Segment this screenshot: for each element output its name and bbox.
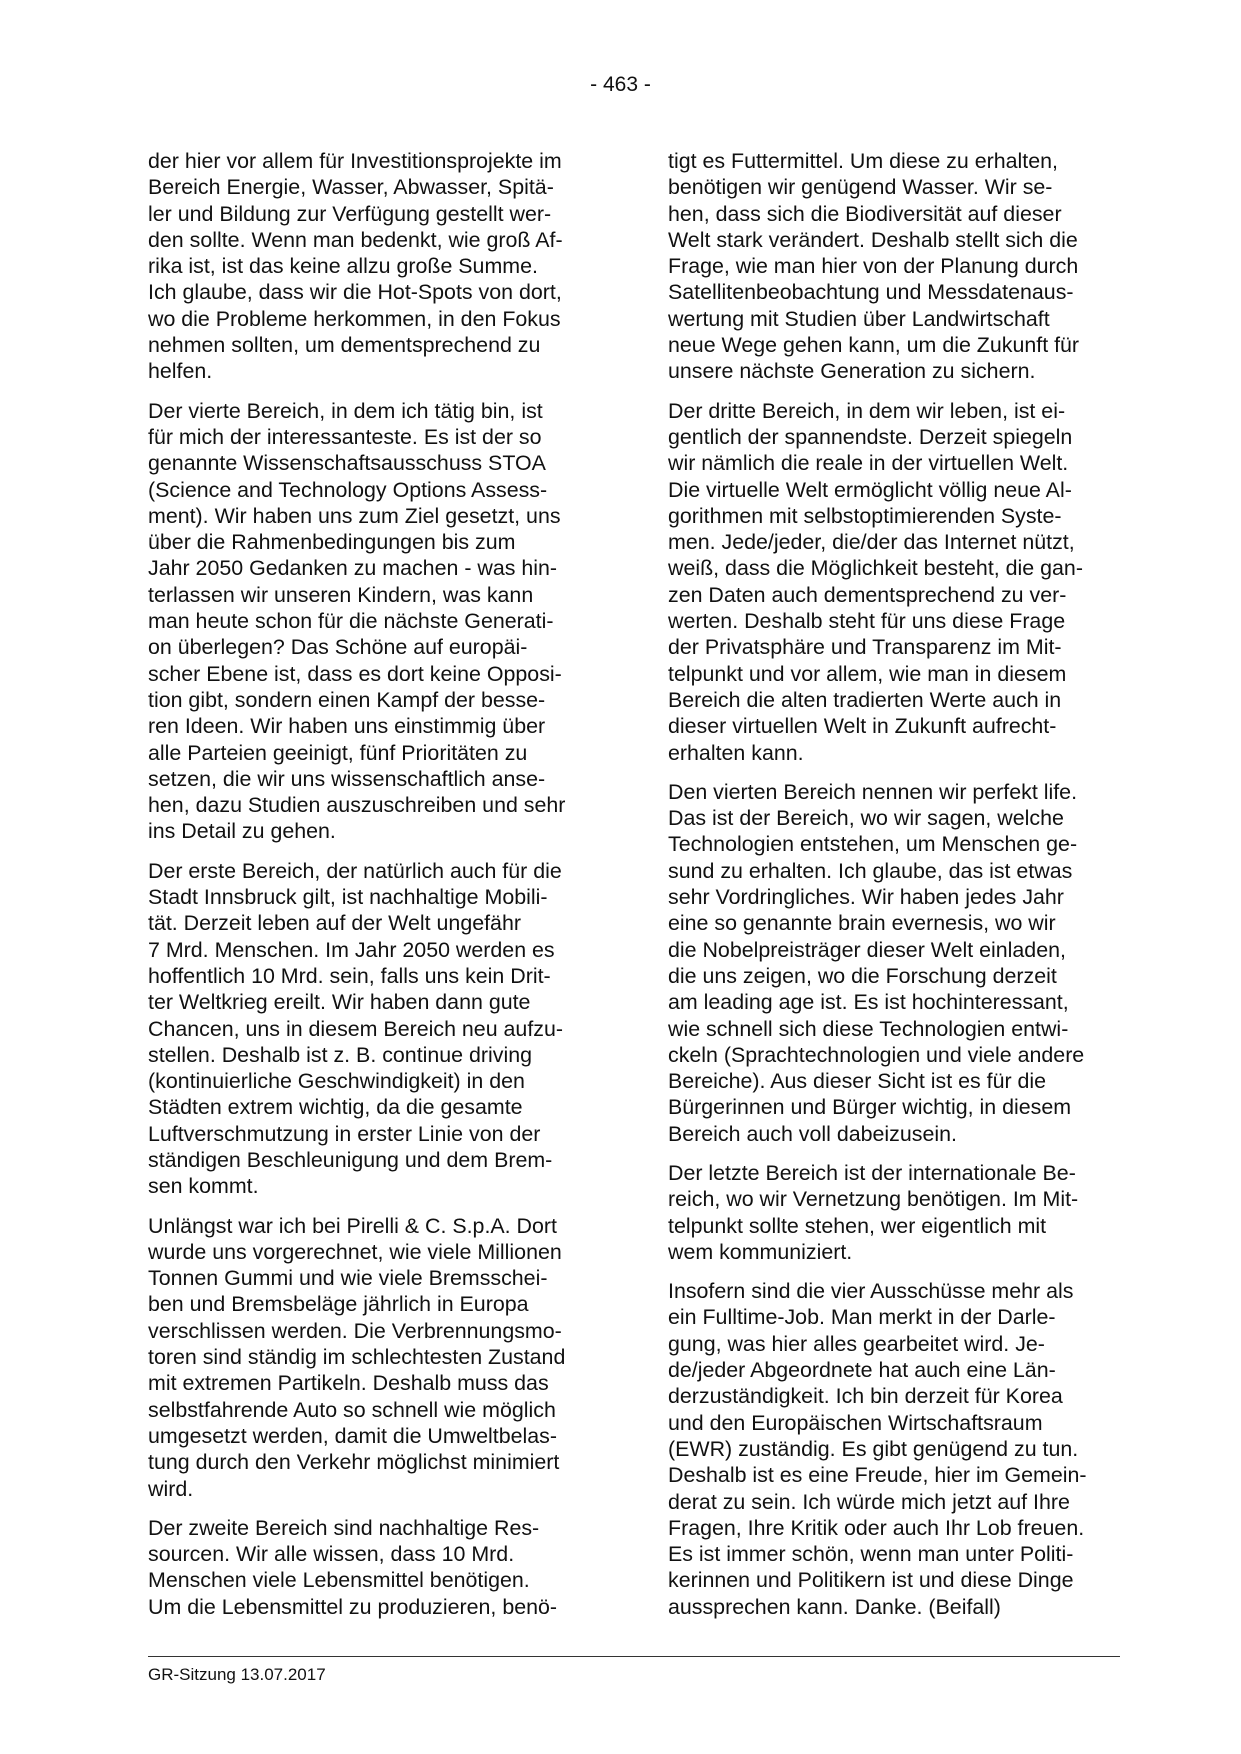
text-line: hen, dazu Studien auszuschreiben und sehr — [148, 793, 566, 818]
text-line: Der dritte Bereich, in dem wir leben, ist ei- — [668, 398, 1066, 423]
text-line: tion gibt, sondern einen Kampf der besse- — [148, 687, 546, 712]
text-line: terlassen wir unseren Kindern, was kann — [148, 582, 534, 607]
text-line: Bürgerinnen und Bürger wichtig, in diesem — [668, 1095, 1072, 1120]
text-line: men. Jede/jeder, die/der das Internet nützt, — [668, 530, 1075, 555]
text-line: alle Parteien geeinigt, fünf Prioritäten zu — [148, 740, 528, 765]
text-line: wird. — [148, 1476, 194, 1501]
paragraph — [668, 1160, 1122, 1265]
text-line: wie schnell sich diese Technologien entwi- — [668, 1016, 1069, 1041]
text-line: Bereiche). Aus dieser Sicht ist es für die — [668, 1069, 1047, 1094]
text-line: ren Ideen. Wir haben uns einstimmig über — [148, 714, 546, 739]
text-line: Städten extrem wichtig, da die gesamte — [148, 1095, 523, 1120]
text-line: Den vierten Bereich nennen wir perfekt life. — [668, 779, 1078, 804]
text-line: Insofern sind die vier Ausschüsse mehr als — [668, 1279, 1074, 1304]
text-line: telpunkt und vor allem, wie man in diesem — [668, 661, 1067, 686]
text-line: am leading age ist. Es ist hochinteressant, — [668, 990, 1069, 1015]
text-line: Unlängst war ich bei Pirelli & C. S.p.A. Dort — [148, 1213, 557, 1238]
text-line: dieser virtuellen Welt in Zukunft aufrecht- — [668, 714, 1057, 739]
paragraph — [668, 148, 1122, 385]
text-line: der Privatsphäre und Transparenz im Mit- — [668, 635, 1062, 660]
text-line: gung, was hier alles gearbeitet wird. Je- — [668, 1331, 1045, 1356]
text-line: selbstfahrende Auto so schnell wie möglich — [148, 1397, 556, 1422]
text-line: verschlissen werden. Die Verbrennungsmo- — [148, 1318, 562, 1343]
text-line: die uns zeigen, wo die Forschung derzeit — [668, 963, 1057, 988]
text-line: aussprechen kann. Danke. (Beifall) — [668, 1594, 1001, 1619]
text-line: zen Daten auch dementsprechend zu ver- — [668, 582, 1067, 607]
text-line: stellen. Deshalb ist z. B. continue driving — [148, 1042, 533, 1067]
text-line: die Nobelpreisträger dieser Welt einladen, — [668, 937, 1066, 962]
text-line: Chancen, uns in diesem Bereich neu aufzu- — [148, 1016, 563, 1041]
text-line: kerinnen und Politikern ist und diese Dinge — [668, 1568, 1074, 1593]
text-line: nehmen sollten, um dementsprechend zu — [148, 333, 541, 358]
text-line: und den Europäischen Wirtschaftsraum — [668, 1410, 1043, 1435]
text-line: wo die Probleme herkommen, in den Fokus — [148, 306, 561, 331]
text-line: der hier vor allem für Investitionsprojekte im — [148, 149, 562, 173]
text-line: Bereich auch voll dabeizusein. — [668, 1121, 957, 1146]
text-line: man heute schon für die nächste Generati- — [148, 609, 554, 634]
text-line: benötigen wir genügend Wasser. Wir se- — [668, 175, 1053, 200]
text-line: ein Fulltime-Job. Man merkt in der Darle- — [668, 1305, 1056, 1330]
text-line: ment). Wir haben uns zum Ziel gesetzt, uns — [148, 503, 561, 528]
text-line: Die virtuelle Welt ermöglicht völlig neue Al- — [668, 477, 1072, 502]
text-line: wurde uns vorgerechnet, wie viele Millionen — [148, 1239, 562, 1264]
text-line: (EWR) zuständig. Es gibt genügend zu tun. — [668, 1436, 1079, 1461]
text-line: für mich der interessanteste. Es ist der so — [148, 424, 542, 449]
text-line: hen, dass sich die Biodiversität auf dieser — [668, 201, 1062, 226]
text-line: tät. Derzeit leben auf der Welt ungefähr — [148, 911, 521, 936]
text-line: Bereich die alten tradierten Werte auch in — [668, 687, 1062, 712]
text-line: Das ist der Bereich, wo wir sagen, welche — [668, 806, 1064, 831]
text-line: wem kommuniziert. — [668, 1239, 853, 1264]
text-line: Um die Lebensmittel zu produzieren, benö- — [148, 1594, 558, 1619]
text-line: Tonnen Gummi und wie viele Bremsschei- — [148, 1266, 548, 1291]
text-line: gorithmen mit selbstoptimierenden Syste- — [668, 503, 1062, 528]
text-line: Bereich Energie, Wasser, Abwasser, Spitä- — [148, 175, 554, 200]
text-line: wertung mit Studien über Landwirtschaft — [668, 306, 1050, 331]
text-line: den sollte. Wenn man bedenkt, wie groß Af- — [148, 227, 563, 252]
text-line: reich, wo wir Vernetzung benötigen. Im Mit- — [668, 1187, 1079, 1212]
paragraph — [148, 1213, 602, 1502]
footer-divider — [148, 1656, 1120, 1657]
text-line: tigt es Futtermittel. Um diese zu erhalten, — [668, 149, 1058, 173]
paragraph — [668, 779, 1122, 1147]
text-line: neue Wege gehen kann, um die Zukunft für — [668, 333, 1080, 358]
text-line: sourcen. Wir alle wissen, dass 10 Mrd. — [148, 1542, 515, 1567]
text-line: Es ist immer schön, wenn man unter Politi- — [668, 1542, 1074, 1567]
text-line: wir nämlich die reale in der virtuellen Welt. — [668, 451, 1069, 476]
paragraph — [148, 858, 602, 1200]
text-line: sen kommt. — [148, 1174, 259, 1199]
footer-session-date: GR-Sitzung 13.07.2017 — [148, 1665, 326, 1684]
text-line: (kontinuierliche Geschwindigkeit) in den — [148, 1069, 525, 1094]
text-line: hoffentlich 10 Mrd. sein, falls uns kein Drit- — [148, 963, 551, 988]
text-line: Fragen, Ihre Kritik oder auch Ihr Lob freuen. — [668, 1515, 1085, 1540]
text-line: eine so genannte brain evernesis, wo wir — [668, 911, 1056, 936]
text-line: Menschen viele Lebensmittel benötigen. — [148, 1568, 530, 1593]
text-line: toren sind ständig im schlechtesten Zustand — [148, 1345, 566, 1370]
text-line: Ich glaube, dass wir die Hot-Spots von dort, — [148, 280, 562, 305]
text-line: ler und Bildung zur Verfügung gestellt wer- — [148, 201, 552, 226]
text-line: rika ist, ist das keine allzu große Summe. — [148, 254, 538, 279]
text-line: mit extremen Partikeln. Deshalb muss das — [148, 1371, 549, 1396]
text-line: on überlegen? Das Schöne auf europäi- — [148, 635, 528, 660]
text-line: genannte Wissenschaftsausschuss STOA — [148, 451, 546, 476]
paragraph — [668, 398, 1122, 766]
text-line: ckeln (Sprachtechnologien und viele andere — [668, 1042, 1085, 1067]
text-line: (Science and Technology Options Assess- — [148, 477, 548, 502]
text-line: werten. Deshalb steht für uns diese Frage — [668, 609, 1066, 634]
text-line: Der erste Bereich, der natürlich auch für die — [148, 858, 562, 883]
text-line: sehr Vordringliches. Wir haben jedes Jahr — [668, 885, 1064, 910]
text-line: Der zweite Bereich sind nachhaltige Res- — [148, 1515, 540, 1540]
text-line: setzen, die wir uns wissenschaftlich anse- — [148, 766, 546, 791]
paragraph — [668, 1278, 1122, 1620]
paragraph — [148, 148, 602, 385]
text-line: Jahr 2050 Gedanken zu machen - was hin- — [148, 556, 558, 581]
text-line: Luftverschmutzung in erster Linie von der — [148, 1121, 541, 1146]
text-line: scher Ebene ist, dass es dort keine Opposi- — [148, 661, 562, 686]
right-column — [668, 148, 1122, 1633]
text-line: ständigen Beschleunigung und dem Brem- — [148, 1147, 553, 1172]
text-line: Technologien entstehen, um Menschen ge- — [668, 832, 1078, 857]
text-line: helfen. — [148, 359, 213, 384]
text-line: Frage, wie man hier von der Planung durch — [668, 254, 1079, 279]
page-number: - 463 - — [590, 73, 651, 96]
paragraph — [148, 398, 602, 845]
text-line: Welt stark verändert. Deshalb stellt sich die — [668, 227, 1078, 252]
text-line: 7 Mrd. Menschen. Im Jahr 2050 werden es — [148, 937, 555, 962]
text-line: umgesetzt werden, damit die Umweltbelas- — [148, 1423, 557, 1448]
text-line: erhalten kann. — [668, 740, 804, 765]
text-line: derzuständigkeit. Ich bin derzeit für Korea — [668, 1384, 1063, 1409]
text-line: ben und Bremsbeläge jährlich in Europa — [148, 1292, 529, 1317]
text-line: ter Weltkrieg ereilt. Wir haben dann gute — [148, 990, 531, 1015]
text-line: gentlich der spannendste. Derzeit spiegeln — [668, 424, 1073, 449]
text-line: telpunkt sollte stehen, wer eigentlich mit — [668, 1213, 1047, 1238]
text-line: weiß, dass die Möglichkeit besteht, die gan- — [668, 556, 1083, 581]
text-line: de/jeder Abgeordnete hat auch eine Län- — [668, 1358, 1056, 1383]
text-line: Der vierte Bereich, in dem ich tätig bin, ist — [148, 398, 543, 423]
text-line: über die Rahmenbedingungen bis zum — [148, 530, 516, 555]
left-column — [148, 148, 602, 1633]
text-line: Stadt Innsbruck gilt, ist nachhaltige Mobili- — [148, 885, 548, 910]
text-line: Der letzte Bereich ist der internationale Be- — [668, 1160, 1076, 1185]
text-line: ins Detail zu gehen. — [148, 819, 336, 844]
text-line: sund zu erhalten. Ich glaube, das ist etwas — [668, 858, 1073, 883]
text-line: Satellitenbeobachtung und Messdatenaus- — [668, 280, 1074, 305]
text-line: tung durch den Verkehr möglichst minimiert — [148, 1450, 560, 1475]
text-line: unsere nächste Generation zu sichern. — [668, 359, 1036, 384]
text-line: derat zu sein. Ich würde mich jetzt auf Ihre — [668, 1489, 1070, 1514]
paragraph — [148, 1515, 602, 1620]
text-line: Deshalb ist es eine Freude, hier im Gemein- — [668, 1463, 1087, 1488]
